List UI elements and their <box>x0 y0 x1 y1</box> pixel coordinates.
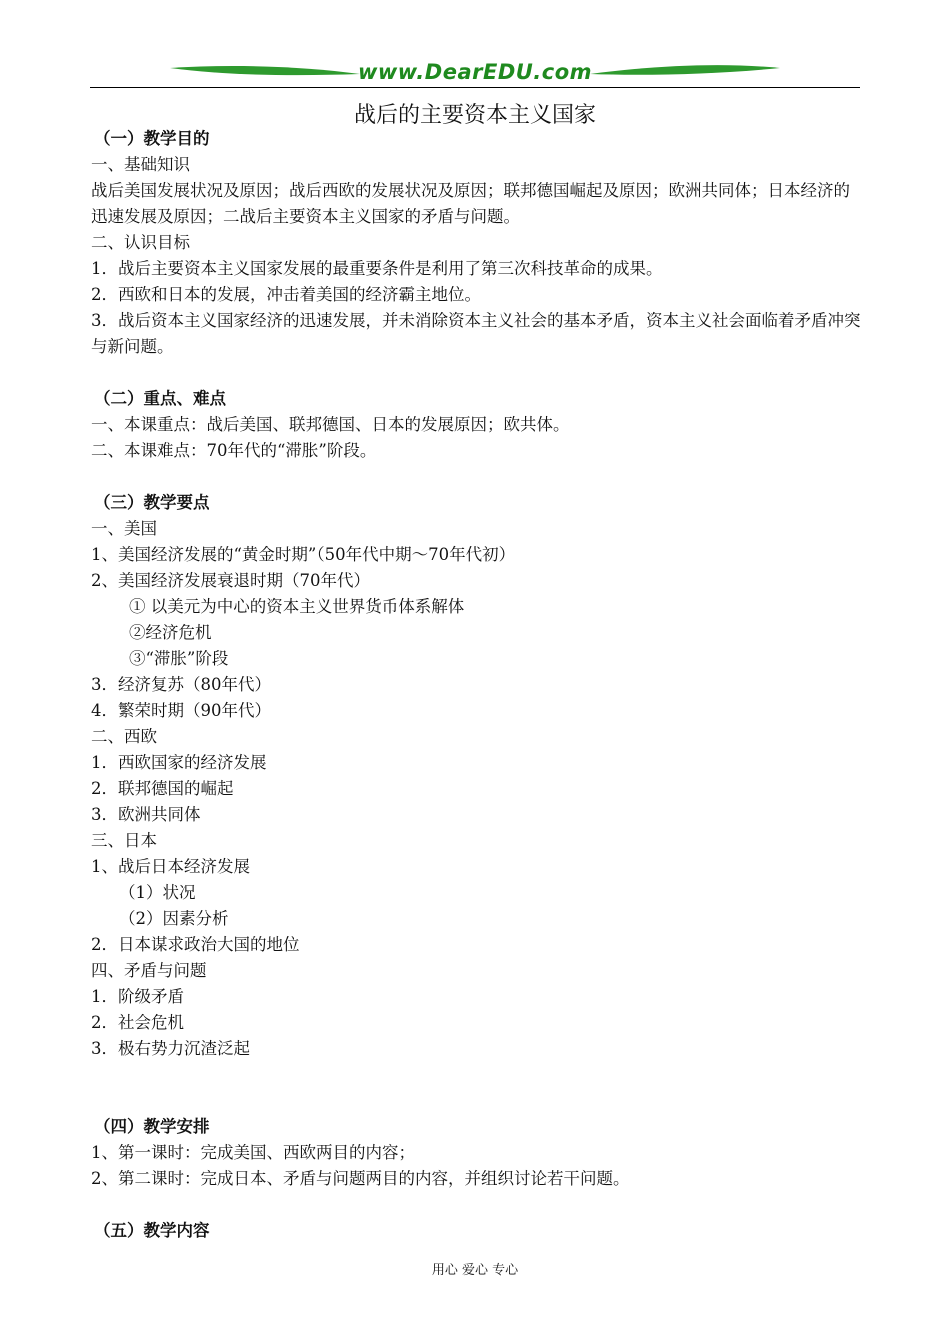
list-item: 2．联邦德国的崛起 <box>91 779 234 798</box>
list-item: 4．繁荣时期（90年代） <box>91 701 271 720</box>
section-heading-3: （三）教学要点 <box>94 493 210 512</box>
document-body <box>91 126 861 1244</box>
list-item: 一、本课重点：战后美国、联邦德国、日本的发展原因；欧共体。 <box>91 415 570 434</box>
list-item: （1）状况 <box>119 883 196 902</box>
list-item: 二、本课难点：70年代的“滞胀”阶段。 <box>91 441 377 460</box>
list-item: 2、美国经济发展衰退时期（70年代） <box>91 571 370 590</box>
list-item: 1、战后日本经济发展 <box>91 857 250 876</box>
list-item: 三、日本 <box>91 831 157 850</box>
list-item: 二、西欧 <box>91 727 157 746</box>
list-item: 2．西欧和日本的发展，冲击着美国的经济霸主地位。 <box>91 285 481 304</box>
site-header <box>90 52 860 92</box>
section-heading-2: （二）重点、难点 <box>94 389 226 408</box>
site-logo-text: www.DearEDU.com <box>357 60 593 84</box>
page-footer: 用心 爱心 专心 <box>431 1263 519 1278</box>
list-item: （2）因素分析 <box>119 909 229 928</box>
list-item: 1．战后主要资本主义国家发展的最重要条件是利用了第三次科技革命的成果。 <box>91 259 663 278</box>
list-item: 3．战后资本主义国家经济的迅速发展，并未消除资本主义社会的基本矛盾，资本主义社会面临着矛盾冲突与新问题。 <box>91 311 861 356</box>
list-item: ① 以美元为中心的资本主义世界货币体系解体 <box>129 597 465 616</box>
list-item: 2．日本谋求政治大国的地位 <box>91 935 300 954</box>
list-item: ②经济危机 <box>129 623 212 642</box>
list-item: 1、第一课时：完成美国、西欧两目的内容； <box>91 1143 415 1162</box>
subheading-basic-knowledge: 一、基础知识 <box>91 155 190 174</box>
list-item: ③“滞胀”阶段 <box>129 649 229 668</box>
paragraph-basic-knowledge: 战后美国发展状况及原因；战后西欧的发展状况及原因；联邦德国崛起及原因；欧洲共同体；日本经济的迅速发展及原因；二战后主要资本主义国家的矛盾与问题。 <box>91 181 850 226</box>
list-item: 2、第二课时：完成日本、矛盾与问题两目的内容，并组织讨论若干问题。 <box>91 1169 630 1188</box>
section-heading-5: （五）教学内容 <box>94 1221 210 1240</box>
list-item: 1、美国经济发展的“黄金时期”（50年代中期～70年代初） <box>91 545 516 564</box>
list-item: 2．社会危机 <box>91 1013 184 1032</box>
list-item: 四、矛盾与问题 <box>91 961 207 980</box>
subheading-cognitive-goals: 二、认识目标 <box>91 233 190 252</box>
section-heading-4: （四）教学安排 <box>94 1117 210 1136</box>
list-item: 1．阶级矛盾 <box>91 987 184 1006</box>
list-item: 3．欧洲共同体 <box>91 805 201 824</box>
list-item: 1．西欧国家的经济发展 <box>91 753 267 772</box>
list-item: 3．极右势力沉渣泛起 <box>91 1039 250 1058</box>
list-item: 一、美国 <box>91 519 157 538</box>
header-divider <box>90 87 860 88</box>
document-title: 战后的主要资本主义国家 <box>353 103 596 128</box>
list-item: 3．经济复苏（80年代） <box>91 675 271 694</box>
section-heading-1: （一）教学目的 <box>94 129 210 148</box>
